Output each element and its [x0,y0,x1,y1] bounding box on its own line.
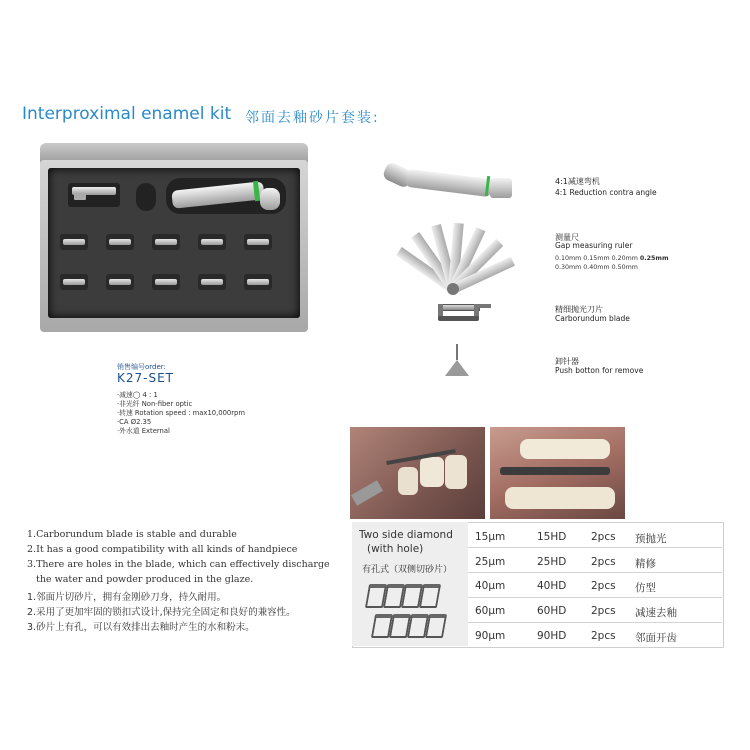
blade-pictogram-icon [419,584,441,608]
remover-illustration [445,344,469,380]
blade-slot [106,234,134,250]
teeth-row-shape [505,487,615,509]
order-label: 销售编号order: [117,363,166,371]
table-cell-code: 60HD [537,605,567,617]
blade-frame-bottom [438,316,479,321]
remover-label-en: Push botton for remove [555,366,644,375]
feature-line: 2.It has a good compatibility with all kinds of handpiece [27,544,298,555]
tooth-shape [398,467,418,495]
spec-line: ·转速 Rotation speed : max10,000rpm [117,409,245,417]
page-title-cn: 邻面去釉砂片套装: [245,110,380,126]
spec-line: ·CA Ø2.35 [117,418,152,426]
table-divider [468,572,722,573]
table-divider [468,547,722,548]
feature-line-cn: 2.采用了更加牢固的锁扣式设计,保持完全固定和良好的兼容性。 [27,607,296,618]
order-code: K27-SET [117,371,174,385]
feature-line: the water and powder produced in the glaze. [36,574,254,585]
tooth-shape [445,455,467,489]
ruler-size-bold: 0.25mm [639,255,669,262]
table-cell-qty: 2pcs [591,605,616,617]
spec-line: ·减速◯ 4 : 1 [117,391,158,399]
ruler-sizes-row1-text: 0.10mm 0.15mm 0.20mm [555,255,638,262]
gap-ruler-illustration [400,215,510,295]
spec-line: ·非光纤 Non-fiber optic [117,400,193,408]
table-title-cn: 有孔式（双侧切砂片） [362,565,453,575]
contra-angle-label-cn: 4:1减速弯机 [555,177,600,186]
table-cell-code: 40HD [537,580,567,592]
blade-slot [60,274,88,290]
ruler-sizes-row2: 0.30mm 0.40mm 0.50mm [555,264,638,271]
table-cell-qty: 2pcs [591,580,616,592]
carborundum-blade-illustration [436,300,492,324]
table-title: Two side diamond [359,529,453,541]
table-cell-size: 15μm [475,531,506,543]
contra-angle-illustration [380,162,520,202]
ruler-pivot-icon [447,283,459,295]
table-cell-use: 仿型 [635,582,656,594]
blade-pictograms [365,582,461,640]
kit-case-foam [48,168,300,318]
blade-pictogram-icon [425,614,447,638]
table-cell-size: 90μm [475,630,506,642]
table-cell-qty: 2pcs [591,556,616,568]
feature-line-cn: 3.砂片上有孔，可以有效排出去釉时产生的水和粉末。 [27,622,255,633]
blade-slot [198,274,226,290]
table-cell-use: 减速去釉 [635,607,677,619]
blade-stem [479,304,491,308]
mini-handpiece-head [260,188,280,210]
spec-line: ·外水道 External [117,427,170,435]
ruler-label-en: Gap measuring ruler [555,241,633,250]
table-divider [468,597,722,598]
handpiece-body-icon [405,169,493,197]
mini-ruler-tab [74,194,86,200]
table-cell-code: 25HD [537,556,567,568]
ruler-sizes-row1 [555,255,669,262]
blade-slot [152,234,180,250]
page-title: Interproximal enamel kit [22,104,232,124]
teeth-row-shape [520,439,610,459]
table-cell-size: 25μm [475,556,506,568]
table-cell-size: 40μm [475,580,506,592]
table-cell-qty: 2pcs [591,531,616,543]
feature-line-cn: 1.邻面片切砂片，拥有金刚砂刀身，持久耐用。 [27,592,227,603]
remover-slot [136,183,156,211]
tooth-shape [420,457,444,487]
blade-slot [106,274,134,290]
table-subtitle: (with hole) [367,543,424,555]
remover-label-cn: 卸针器 [555,357,579,366]
table-cell-qty: 2pcs [591,630,616,642]
strip-in-use-icon [500,467,610,475]
contra-angle-label-en: 4:1 Reduction contra angle [555,188,657,197]
clinical-photo-right [490,427,625,519]
remover-pin-icon [456,344,458,360]
handpiece-in-use-icon [351,480,383,505]
table-cell-size: 60μm [475,605,506,617]
table-cell-use: 预抛光 [635,533,667,545]
remover-cone-icon [445,360,469,376]
table-cell-code: 90HD [537,630,567,642]
blade-slot [244,234,272,250]
blade-slot [198,234,226,250]
blade-slot [152,274,180,290]
feature-line: 1.Carborundum blade is stable and durable [27,529,237,540]
ruler-label-cn: 测量尺 [555,233,579,242]
clinical-photo-left [350,427,485,519]
handpiece-coupling-icon [490,178,512,198]
table-cell-code: 15HD [537,531,567,543]
blade-label-en: Carborundum blade [555,314,630,323]
table-cell-use: 邻面开齿 [635,632,677,644]
blade-label-cn: 精细抛光刀片 [555,305,603,314]
blade-slot [60,234,88,250]
blade-slot [244,274,272,290]
table-divider [468,622,722,623]
feature-line: 3.There are holes in the blade, which can effectively discharge [27,559,330,570]
table-cell-use: 精修 [635,558,656,570]
